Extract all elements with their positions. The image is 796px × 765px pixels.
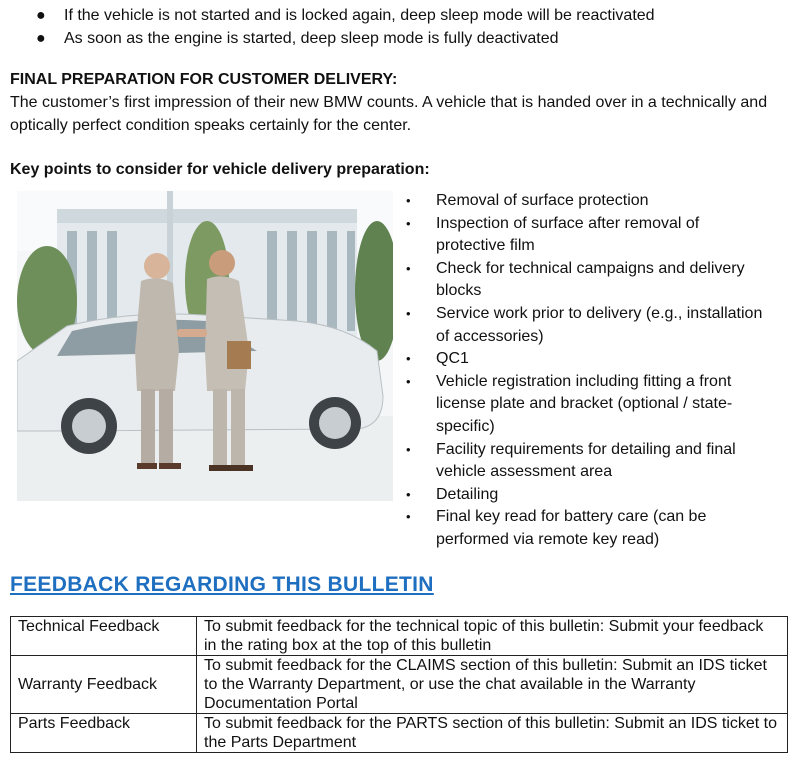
final-prep-text: The customer’s first impression of their new BMW counts. A vehicle that is handed over in a technically and optically perfect condition speaks certainly for the center. xyxy=(10,94,768,134)
delivery-handshake-photo xyxy=(17,191,393,501)
list-item xyxy=(406,439,766,484)
feedback-text: To submit feedback for the technical topic of this bulletin: Submit your feedback in the rating box at the top of this bulletin xyxy=(197,617,788,656)
final-prep-heading: FINAL PREPARATION FOR CUSTOMER DELIVERY: xyxy=(10,71,398,88)
key-point-text: Final key read for battery care (can be performed via remote key read) xyxy=(436,508,707,548)
key-point-text: Facility requirements for detailing and final vehicle assessment area xyxy=(436,440,736,481)
list-item xyxy=(406,484,766,507)
list-item xyxy=(406,303,766,348)
bullet-icon: ● xyxy=(36,7,46,24)
key-point-text: Check for technical campaigns and delivery blocks xyxy=(436,259,745,300)
bullet-icon: • xyxy=(406,441,411,457)
list-item xyxy=(0,27,796,50)
bullet-icon: • xyxy=(406,305,411,321)
feedback-label: Parts Feedback xyxy=(11,714,197,753)
list-item xyxy=(406,213,766,258)
bullet-icon: • xyxy=(406,509,411,525)
key-points-list xyxy=(406,190,766,552)
feedback-table xyxy=(10,616,788,753)
list-item xyxy=(406,258,766,303)
list-item xyxy=(0,4,796,27)
feedback-label: Technical Feedback xyxy=(11,617,197,656)
bullet-text: As soon as the engine is started, deep sleep mode is fully deactivated xyxy=(64,30,559,47)
list-item xyxy=(406,371,766,439)
bullet-icon: • xyxy=(406,193,411,208)
list-item xyxy=(406,506,766,551)
bullet-icon: • xyxy=(406,486,411,502)
bullet-text: If the vehicle is not started and is locked again, deep sleep mode will be reactivated xyxy=(64,7,655,24)
list-item xyxy=(406,190,766,213)
bullet-icon: • xyxy=(406,373,411,389)
key-point-text: Inspection of surface after removal of protective film xyxy=(436,214,700,255)
bullet-icon: ● xyxy=(36,30,46,47)
bullet-icon: • xyxy=(406,215,411,231)
key-points-heading: Key points to consider for vehicle delivery preparation: xyxy=(10,161,430,178)
table-row xyxy=(11,656,788,714)
key-point-text: Detailing xyxy=(436,485,499,503)
table-row xyxy=(11,714,788,753)
table-row xyxy=(11,617,788,656)
feedback-text: To submit feedback for the CLAIMS section of this bulletin: Submit an IDS ticket to the Warranty Department, or use the chat available in the Warranty Documentation Portal xyxy=(197,656,788,714)
key-point-text: Vehicle registration including fitting a front license plate and bracket (optional / state-specific) xyxy=(436,372,733,435)
top-bullet-list xyxy=(0,4,796,50)
key-point-text: Service work prior to delivery (e.g., installation of accessories) xyxy=(436,304,763,345)
bullet-icon: • xyxy=(406,260,411,276)
feedback-title: FEEDBACK REGARDING THIS BULLETIN xyxy=(10,573,434,596)
key-point-text: Removal of surface protection xyxy=(436,192,649,209)
feedback-label: Warranty Feedback xyxy=(11,656,197,714)
list-item xyxy=(406,348,766,371)
bullet-icon: • xyxy=(406,351,411,367)
feedback-text: To submit feedback for the PARTS section of this bulletin: Submit an IDS ticket to the Parts Department xyxy=(197,714,788,753)
key-point-text: QC1 xyxy=(436,350,469,368)
